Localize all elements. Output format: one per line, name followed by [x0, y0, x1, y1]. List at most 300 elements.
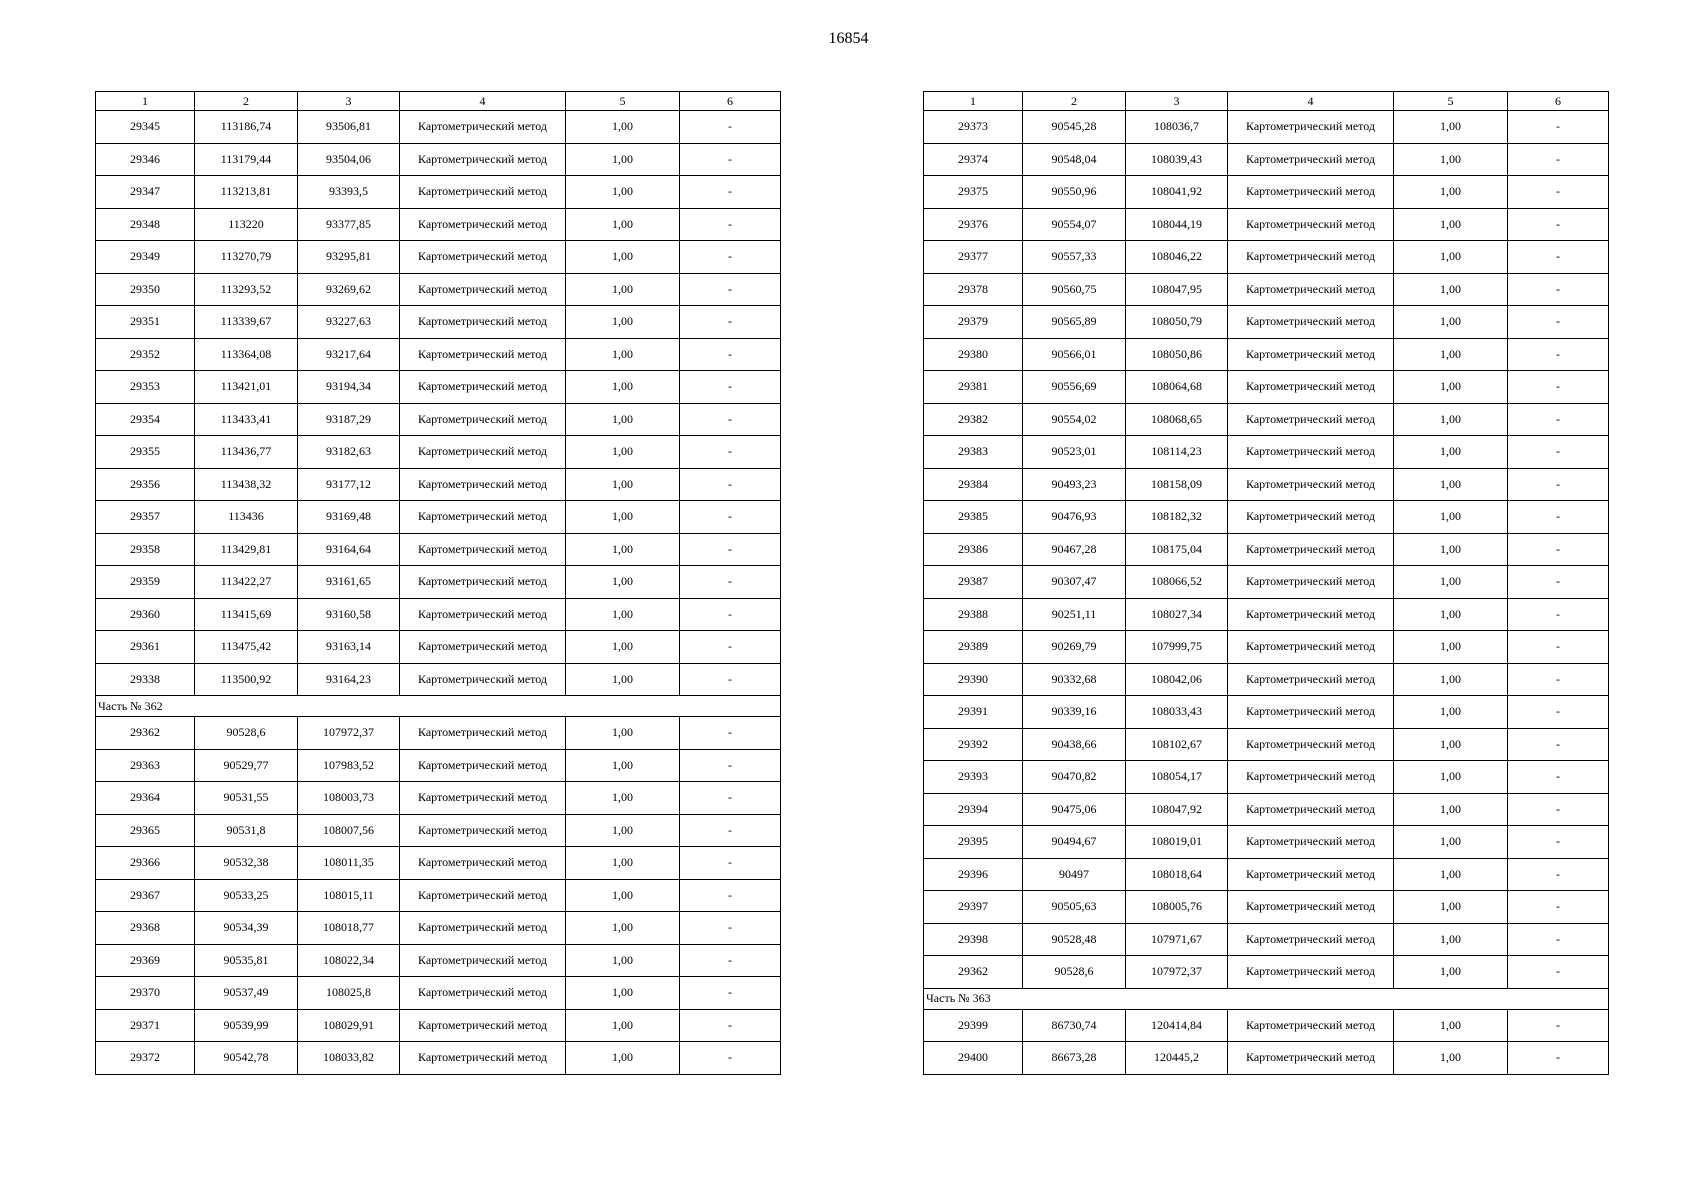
table-cell: -: [1508, 1042, 1609, 1075]
table-cell: 108041,92: [1126, 176, 1228, 209]
table-cell: 29380: [924, 338, 1023, 371]
table-row: [96, 782, 781, 815]
table-cell: 1,00: [566, 501, 680, 534]
table-cell: -: [1508, 501, 1609, 534]
table-row: [924, 273, 1609, 306]
table-cell: 108158,09: [1126, 468, 1228, 501]
table-row: [924, 956, 1609, 989]
table-cell: -: [680, 176, 781, 209]
table-cell: 29350: [96, 273, 195, 306]
table-cell: 29368: [96, 912, 195, 945]
table-cell: 1,00: [566, 1042, 680, 1075]
table-cell: 90537,49: [195, 977, 298, 1010]
table-cell: 93506,81: [298, 111, 400, 144]
table-cell: Картометрический метод: [1228, 1009, 1394, 1042]
table-cell: 108042,06: [1126, 663, 1228, 696]
table-cell: 29378: [924, 273, 1023, 306]
table-cell: -: [1508, 371, 1609, 404]
table-row: [96, 944, 781, 977]
table-cell: 1,00: [566, 176, 680, 209]
table-cell: 29351: [96, 306, 195, 339]
table-cell: -: [1508, 468, 1609, 501]
table-cell: 120445,2: [1126, 1042, 1228, 1075]
table-cell: -: [680, 241, 781, 274]
table-cell: 108011,35: [298, 847, 400, 880]
table-cell: 108022,34: [298, 944, 400, 977]
table-cell: 86730,74: [1023, 1009, 1126, 1042]
table-cell: 93194,34: [298, 371, 400, 404]
table-cell: Картометрический метод: [400, 208, 566, 241]
table-cell: 108175,04: [1126, 533, 1228, 566]
table-cell: 113500,92: [195, 663, 298, 696]
table-cell: 1,00: [1394, 111, 1508, 144]
table-cell: 90523,01: [1023, 436, 1126, 469]
table-cell: Картометрический метод: [400, 306, 566, 339]
table-cell: 1,00: [566, 208, 680, 241]
table-cell: Картометрический метод: [400, 749, 566, 782]
table-row: [96, 143, 781, 176]
table-cell: -: [680, 912, 781, 945]
table-row: [924, 793, 1609, 826]
table-cell: 29386: [924, 533, 1023, 566]
table-cell: 108064,68: [1126, 371, 1228, 404]
table-cell: 29388: [924, 598, 1023, 631]
table-cell: 108066,52: [1126, 566, 1228, 599]
table-cell: 108036,7: [1126, 111, 1228, 144]
table-row: [96, 717, 781, 750]
table-cell: Картометрический метод: [400, 436, 566, 469]
table-cell: 1,00: [1394, 858, 1508, 891]
table-cell: 90497: [1023, 858, 1126, 891]
table-cell: 1,00: [566, 717, 680, 750]
table-cell: 108027,34: [1126, 598, 1228, 631]
table-cell: 29373: [924, 111, 1023, 144]
table-cell: 1,00: [1394, 663, 1508, 696]
table-row: [96, 977, 781, 1010]
table-cell: 93393,5: [298, 176, 400, 209]
table-cell: 90545,28: [1023, 111, 1126, 144]
table-cell: -: [1508, 241, 1609, 274]
table-cell: 90533,25: [195, 879, 298, 912]
table-cell: 90505,63: [1023, 891, 1126, 924]
table-cell: -: [680, 944, 781, 977]
table-cell: 1,00: [566, 436, 680, 469]
table-cell: Картометрический метод: [400, 814, 566, 847]
table-cell: 29354: [96, 403, 195, 436]
table-cell: 108033,43: [1126, 696, 1228, 729]
table-cell: 93227,63: [298, 306, 400, 339]
table-cell: Картометрический метод: [1228, 338, 1394, 371]
table-row: [96, 468, 781, 501]
table-cell: 29383: [924, 436, 1023, 469]
table-cell: 29338: [96, 663, 195, 696]
table-cell: 113270,79: [195, 241, 298, 274]
table-cell: 108054,17: [1126, 761, 1228, 794]
table-cell: 108018,77: [298, 912, 400, 945]
table-cell: 1,00: [566, 944, 680, 977]
table-cell: 93269,62: [298, 273, 400, 306]
table-cell: 93164,23: [298, 663, 400, 696]
table-cell: 90269,79: [1023, 631, 1126, 664]
table-cell: 107971,67: [1126, 923, 1228, 956]
table-cell: 90539,99: [195, 1009, 298, 1042]
table-cell: 29346: [96, 143, 195, 176]
table-cell: Картометрический метод: [400, 598, 566, 631]
table-cell: Картометрический метод: [1228, 111, 1394, 144]
table-cell: Картометрический метод: [1228, 793, 1394, 826]
table-cell: 90542,78: [195, 1042, 298, 1075]
table-row: [96, 371, 781, 404]
table-cell: 113436,77: [195, 436, 298, 469]
table-cell: 108019,01: [1126, 826, 1228, 859]
table-cell: -: [1508, 826, 1609, 859]
table-cell: 107999,75: [1126, 631, 1228, 664]
table-cell: Картометрический метод: [400, 501, 566, 534]
table-cell: Картометрический метод: [1228, 696, 1394, 729]
table-cell: 90556,69: [1023, 371, 1126, 404]
table-cell: Картометрический метод: [1228, 143, 1394, 176]
table-cell: -: [1508, 761, 1609, 794]
table-cell: 29390: [924, 663, 1023, 696]
table-cell: 1,00: [1394, 923, 1508, 956]
table-cell: Картометрический метод: [1228, 891, 1394, 924]
table-row: [924, 631, 1609, 664]
table-cell: 29367: [96, 879, 195, 912]
table-row: [96, 403, 781, 436]
table-row: [96, 208, 781, 241]
table-cell: 90531,55: [195, 782, 298, 815]
table-cell: Картометрический метод: [400, 847, 566, 880]
table-cell: 1,00: [1394, 728, 1508, 761]
table-cell: 29392: [924, 728, 1023, 761]
table-cell: 29391: [924, 696, 1023, 729]
table-cell: -: [1508, 403, 1609, 436]
table-cell: 108047,95: [1126, 273, 1228, 306]
table-cell: 108050,86: [1126, 338, 1228, 371]
table-cell: -: [1508, 111, 1609, 144]
table-row: [924, 533, 1609, 566]
table-row: [96, 111, 781, 144]
table-cell: 29394: [924, 793, 1023, 826]
table-cell: -: [680, 273, 781, 306]
table-cell: 1,00: [566, 598, 680, 631]
table-cell: Картометрический метод: [1228, 176, 1394, 209]
table-cell: 1,00: [566, 566, 680, 599]
table-cell: 1,00: [1394, 1009, 1508, 1042]
table-cell: 1,00: [566, 847, 680, 880]
table-cell: 107983,52: [298, 749, 400, 782]
right-coordinates-table: [923, 91, 1609, 1075]
table-cell: -: [680, 468, 781, 501]
table-cell: -: [1508, 436, 1609, 469]
table-cell: Картометрический метод: [400, 631, 566, 664]
table-cell: 93164,64: [298, 533, 400, 566]
table-cell: 90476,93: [1023, 501, 1126, 534]
table-cell: -: [1508, 728, 1609, 761]
table-cell: Картометрический метод: [1228, 598, 1394, 631]
table-cell: 93217,64: [298, 338, 400, 371]
table-cell: 1,00: [566, 533, 680, 566]
table-cell: 113179,44: [195, 143, 298, 176]
table-cell: 29384: [924, 468, 1023, 501]
table-cell: 29353: [96, 371, 195, 404]
table-cell: 1,00: [1394, 371, 1508, 404]
table-row: [96, 176, 781, 209]
table-cell: 107972,37: [1126, 956, 1228, 989]
table-row: [924, 111, 1609, 144]
table-cell: 113415,69: [195, 598, 298, 631]
part-heading: Часть № 362: [96, 696, 781, 717]
table-row: [924, 176, 1609, 209]
table-cell: -: [1508, 143, 1609, 176]
table-cell: Картометрический метод: [1228, 956, 1394, 989]
column-header: 6: [680, 92, 781, 111]
table-cell: 108025,8: [298, 977, 400, 1010]
table-cell: 1,00: [566, 306, 680, 339]
table-row: [924, 858, 1609, 891]
table-cell: 29362: [96, 717, 195, 750]
table-row: [924, 761, 1609, 794]
table-cell: 107972,37: [298, 717, 400, 750]
table-cell: -: [1508, 793, 1609, 826]
table-cell: 93169,48: [298, 501, 400, 534]
table-cell: 1,00: [566, 1009, 680, 1042]
header-row: [924, 92, 1609, 111]
table-cell: 1,00: [566, 782, 680, 815]
table-cell: -: [680, 782, 781, 815]
table-cell: 93187,29: [298, 403, 400, 436]
table-cell: -: [680, 306, 781, 339]
table-cell: -: [680, 749, 781, 782]
table-cell: Картометрический метод: [1228, 826, 1394, 859]
table-cell: 90475,06: [1023, 793, 1126, 826]
table-cell: 29347: [96, 176, 195, 209]
table-cell: 1,00: [1394, 241, 1508, 274]
table-row: [924, 923, 1609, 956]
column-header: 1: [96, 92, 195, 111]
table-cell: 29364: [96, 782, 195, 815]
table-cell: 90531,8: [195, 814, 298, 847]
table-cell: 29375: [924, 176, 1023, 209]
table-cell: 90467,28: [1023, 533, 1126, 566]
table-cell: 1,00: [566, 749, 680, 782]
table-cell: 29395: [924, 826, 1023, 859]
table-cell: Картометрический метод: [1228, 533, 1394, 566]
table-cell: Картометрический метод: [400, 782, 566, 815]
table-cell: 90534,39: [195, 912, 298, 945]
column-header: 3: [298, 92, 400, 111]
table-cell: Картометрический метод: [1228, 761, 1394, 794]
table-cell: 108029,91: [298, 1009, 400, 1042]
table-cell: 1,00: [1394, 338, 1508, 371]
table-cell: 113429,81: [195, 533, 298, 566]
table-cell: Картометрический метод: [1228, 923, 1394, 956]
table-cell: 1,00: [566, 663, 680, 696]
table-row: [924, 696, 1609, 729]
table-cell: 113213,81: [195, 176, 298, 209]
table-cell: 1,00: [1394, 566, 1508, 599]
table-cell: 113438,32: [195, 468, 298, 501]
left-coordinates-table: [95, 91, 781, 1075]
table-cell: Картометрический метод: [1228, 501, 1394, 534]
table-cell: -: [680, 111, 781, 144]
table-cell: -: [1508, 663, 1609, 696]
table-row: [924, 1042, 1609, 1075]
table-cell: 1,00: [1394, 176, 1508, 209]
header-row: [96, 92, 781, 111]
table-row: [924, 403, 1609, 436]
table-cell: 29374: [924, 143, 1023, 176]
table-row: [924, 468, 1609, 501]
table-row: [96, 912, 781, 945]
table-cell: 1,00: [566, 912, 680, 945]
table-cell: -: [680, 814, 781, 847]
table-cell: 90560,75: [1023, 273, 1126, 306]
table-cell: Картометрический метод: [1228, 208, 1394, 241]
table-cell: -: [680, 1009, 781, 1042]
table-cell: Картометрический метод: [1228, 468, 1394, 501]
table-cell: 29355: [96, 436, 195, 469]
table-cell: Картометрический метод: [400, 977, 566, 1010]
table-cell: 1,00: [1394, 598, 1508, 631]
table-row: [924, 143, 1609, 176]
table-cell: 1,00: [1394, 436, 1508, 469]
table-cell: 29372: [96, 1042, 195, 1075]
table-row: [96, 631, 781, 664]
table-cell: 113436: [195, 501, 298, 534]
table-cell: -: [1508, 696, 1609, 729]
table-cell: 1,00: [566, 371, 680, 404]
table-cell: 1,00: [1394, 761, 1508, 794]
table-cell: -: [680, 403, 781, 436]
table-row: [96, 436, 781, 469]
part-heading: Часть № 363: [924, 988, 1609, 1009]
table-cell: 93177,12: [298, 468, 400, 501]
table-cell: 113364,08: [195, 338, 298, 371]
table-row: [96, 306, 781, 339]
table-cell: -: [1508, 566, 1609, 599]
table-row: [924, 501, 1609, 534]
table-cell: 1,00: [566, 814, 680, 847]
table-row: [924, 598, 1609, 631]
table-cell: 29352: [96, 338, 195, 371]
column-header: 2: [195, 92, 298, 111]
table-cell: 29389: [924, 631, 1023, 664]
table-cell: Картометрический метод: [1228, 728, 1394, 761]
table-cell: 29393: [924, 761, 1023, 794]
table-cell: Картометрический метод: [400, 1042, 566, 1075]
table-row: [96, 566, 781, 599]
part-heading-row: [924, 988, 1609, 1009]
table-cell: Картометрический метод: [400, 912, 566, 945]
table-row: [96, 1042, 781, 1075]
table-cell: 113220: [195, 208, 298, 241]
table-row: [96, 749, 781, 782]
table-cell: 29377: [924, 241, 1023, 274]
table-cell: 1,00: [1394, 306, 1508, 339]
table-cell: 90494,67: [1023, 826, 1126, 859]
table-cell: 93182,63: [298, 436, 400, 469]
table-cell: 90528,6: [195, 717, 298, 750]
table-cell: 29361: [96, 631, 195, 664]
table-cell: Картометрический метод: [400, 944, 566, 977]
table-cell: Картометрический метод: [400, 566, 566, 599]
table-cell: 1,00: [1394, 631, 1508, 664]
table-cell: 1,00: [1394, 956, 1508, 989]
table-cell: Картометрический метод: [1228, 273, 1394, 306]
table-row: [96, 598, 781, 631]
column-header: 1: [924, 92, 1023, 111]
table-cell: 113422,27: [195, 566, 298, 599]
table-cell: 29379: [924, 306, 1023, 339]
table-cell: 29397: [924, 891, 1023, 924]
table-cell: -: [680, 1042, 781, 1075]
column-header: 2: [1023, 92, 1126, 111]
table-cell: 86673,28: [1023, 1042, 1126, 1075]
table-cell: 29396: [924, 858, 1023, 891]
table-cell: 1,00: [566, 273, 680, 306]
table-cell: 29399: [924, 1009, 1023, 1042]
table-cell: 1,00: [1394, 208, 1508, 241]
table-row: [96, 273, 781, 306]
table-cell: 108114,23: [1126, 436, 1228, 469]
table-cell: 90554,07: [1023, 208, 1126, 241]
table-cell: 108102,67: [1126, 728, 1228, 761]
table-cell: 1,00: [1394, 696, 1508, 729]
table-cell: 108068,65: [1126, 403, 1228, 436]
table-cell: Картометрический метод: [1228, 306, 1394, 339]
table-cell: 1,00: [1394, 403, 1508, 436]
table-cell: 108015,11: [298, 879, 400, 912]
table-cell: 93160,58: [298, 598, 400, 631]
table-row: [924, 1009, 1609, 1042]
table-row: [924, 338, 1609, 371]
table-cell: 1,00: [1394, 501, 1508, 534]
table-cell: 1,00: [566, 879, 680, 912]
table-cell: 1,00: [1394, 468, 1508, 501]
table-cell: -: [1508, 176, 1609, 209]
table-cell: 29376: [924, 208, 1023, 241]
table-cell: 90554,02: [1023, 403, 1126, 436]
table-cell: -: [680, 338, 781, 371]
table-cell: 108039,43: [1126, 143, 1228, 176]
table-cell: 90532,38: [195, 847, 298, 880]
table-cell: Картометрический метод: [1228, 631, 1394, 664]
table-cell: 90339,16: [1023, 696, 1126, 729]
table-cell: 90528,48: [1023, 923, 1126, 956]
table-cell: 108033,82: [298, 1042, 400, 1075]
table-cell: 108047,92: [1126, 793, 1228, 826]
table-cell: 29381: [924, 371, 1023, 404]
table-row: [924, 566, 1609, 599]
table-cell: -: [680, 717, 781, 750]
table-cell: Картометрический метод: [400, 663, 566, 696]
table-cell: 90332,68: [1023, 663, 1126, 696]
table-row: [96, 501, 781, 534]
table-cell: 29358: [96, 533, 195, 566]
table-cell: 108046,22: [1126, 241, 1228, 274]
table-cell: Картометрический метод: [1228, 241, 1394, 274]
table-cell: 29366: [96, 847, 195, 880]
right-table-body: [924, 92, 1609, 1075]
table-cell: 120414,84: [1126, 1009, 1228, 1042]
table-row: [96, 814, 781, 847]
table-cell: 29349: [96, 241, 195, 274]
table-row: [924, 891, 1609, 924]
table-cell: -: [680, 533, 781, 566]
column-header: 4: [400, 92, 566, 111]
table-row: [924, 306, 1609, 339]
